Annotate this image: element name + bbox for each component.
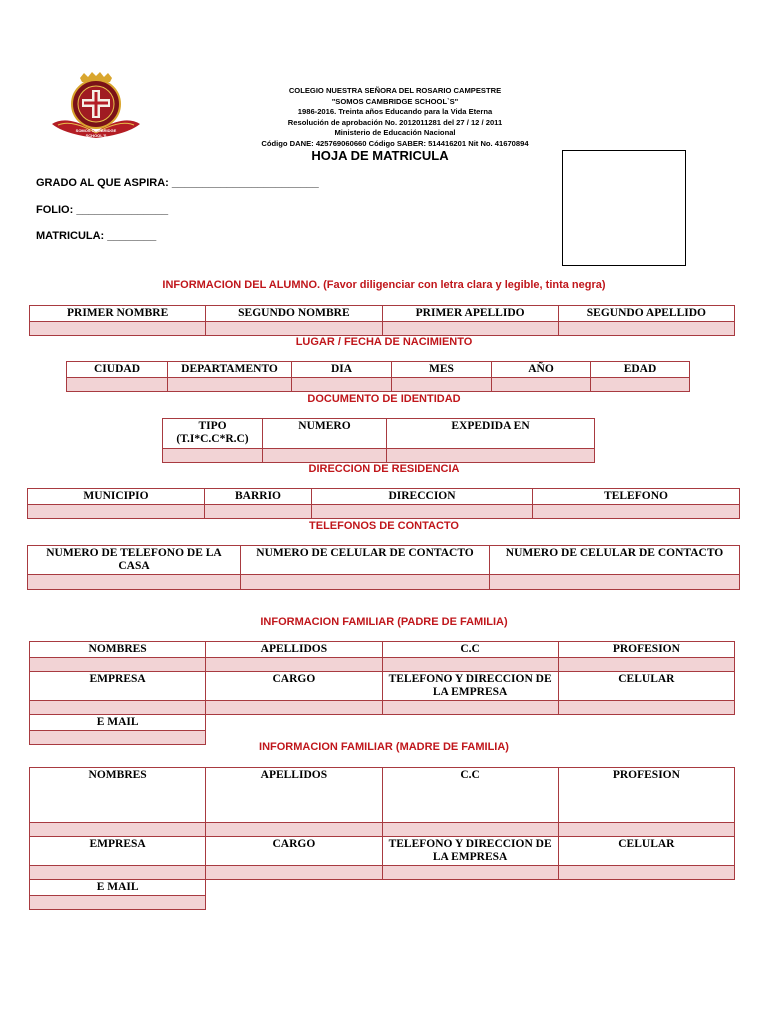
madre-header-apellidos: APELLIDOS [206,768,382,823]
madre-input-apellidos[interactable] [206,823,382,837]
madre-input-empresa[interactable] [30,866,206,880]
padre-header-profesion: PROFESION [558,642,734,658]
folio-field[interactable]: FOLIO: _______________ [36,204,169,216]
photo-box[interactable] [562,150,686,266]
header-tipo: TIPO (T.I*C.C*R.C) [163,419,263,449]
padre-header-empresa: EMPRESA [30,672,206,701]
section-lugar: LUGAR / FECHA DE NACIMIENTO [295,336,473,348]
header-ciudad: CIUDAD [67,362,168,378]
input-telefono[interactable] [533,505,740,519]
madre-table [29,767,735,910]
school-logo [48,70,144,140]
madre-input-nombres[interactable] [30,823,206,837]
header-ano: AÑO [492,362,591,378]
nombres-table [29,305,735,336]
nacimiento-table [66,361,690,392]
input-primer-nombre[interactable] [30,322,206,336]
input-municipio[interactable] [28,505,205,519]
padre-header-apellidos: APELLIDOS [206,642,382,658]
padre-input-tel-dir[interactable] [382,701,558,715]
school-motto: "SOMOS CAMBRIDGE SCHOOL`S" [331,96,459,106]
school-header [200,86,590,149]
madre-header-nombres: NOMBRES [30,768,206,823]
section-telefonos: TELEFONOS DE CONTACTO [309,520,459,532]
madre-input-profesion[interactable] [558,823,734,837]
contacto-table [27,545,740,590]
input-numero[interactable] [263,449,387,463]
madre-input-email[interactable] [30,896,206,910]
residencia-table [27,488,740,519]
padre-input-cc[interactable] [382,658,558,672]
padre-header-celular: CELULAR [558,672,734,701]
grado-field[interactable]: GRADO AL QUE ASPIRA: ________________________ [36,177,319,189]
padre-input-apellidos[interactable] [206,658,382,672]
padre-input-profesion[interactable] [558,658,734,672]
header-celular-contacto-1: NUMERO DE CELULAR DE CONTACTO [241,546,490,575]
matricula-field[interactable]: MATRICULA: ________ [36,230,157,242]
header-barrio: BARRIO [205,489,312,505]
input-direccion[interactable] [312,505,533,519]
header-primer-nombre: PRIMER NOMBRE [30,306,206,322]
input-ano[interactable] [492,378,591,392]
header-telefono: TELEFONO [533,489,740,505]
madre-header-tel-dir: TELEFONO Y DIRECCION DE LA EMPRESA [382,837,558,866]
header-telefono-casa: NUMERO DE TELEFONO DE LA CASA [28,546,241,575]
padre-header-cargo: CARGO [206,672,382,701]
madre-header-profesion: PROFESION [558,768,734,823]
school-codes: Código DANE: 425769060660 Código SABER: 514416201 Nit No. 41670894 [261,138,529,148]
input-segundo-apellido[interactable] [558,322,734,336]
header-departamento: DEPARTAMENTO [168,362,292,378]
madre-header-celular: CELULAR [558,837,734,866]
header-edad: EDAD [591,362,690,378]
input-primer-apellido[interactable] [382,322,558,336]
header-direccion: DIRECCION [312,489,533,505]
padre-header-nombres: NOMBRES [30,642,206,658]
padre-input-empresa[interactable] [30,701,206,715]
school-name: COLEGIO NUESTRA SEÑORA DEL ROSARIO CAMPESTRE [288,86,502,95]
input-segundo-nombre[interactable] [206,322,382,336]
padre-input-nombres[interactable] [30,658,206,672]
section-padre: INFORMACION FAMILIAR (PADRE DE FAMILIA) [260,616,508,628]
section-direccion: DIRECCION DE RESIDENCIA [308,463,460,475]
input-celular-contacto-1[interactable] [241,575,490,590]
padre-header-cc: C.C [382,642,558,658]
input-barrio[interactable] [205,505,312,519]
input-departamento[interactable] [168,378,292,392]
madre-input-cargo[interactable] [206,866,382,880]
madre-header-email: E MAIL [30,880,206,896]
input-ciudad[interactable] [67,378,168,392]
header-segundo-apellido: SEGUNDO APELLIDO [558,306,734,322]
header-primer-apellido: PRIMER APELLIDO [382,306,558,322]
school-ministry: Ministerio de Educación Nacional [334,128,456,137]
padre-table [29,641,735,745]
page-title: HOJA DE MATRICULA [311,148,449,163]
section-documento: DOCUMENTO DE IDENTIDAD [307,393,461,405]
header-numero: NUMERO [263,419,387,449]
input-telefono-casa[interactable] [28,575,241,590]
logo-text: SOMOS CAMBRIDGE SCHOOL'S [75,128,117,138]
school-years: 1986-2016. Treinta años Educando para la Vida Eterna [297,107,493,116]
padre-input-celular[interactable] [558,701,734,715]
padre-input-cargo[interactable] [206,701,382,715]
header-municipio: MUNICIPIO [28,489,205,505]
madre-input-cc[interactable] [382,823,558,837]
school-resolution: Resolución de aprobación No. 2012011281 del 27 / 12 / 2011 [287,117,503,127]
madre-header-cc: C.C [382,768,558,823]
header-dia: DIA [292,362,392,378]
header-segundo-nombre: SEGUNDO NOMBRE [206,306,382,322]
input-dia[interactable] [292,378,392,392]
madre-header-cargo: CARGO [206,837,382,866]
section-alumno: INFORMACION DEL ALUMNO. (Favor diligenciar con letra clara y legible, tinta negra) [162,279,606,291]
header-celular-contacto-2: NUMERO DE CELULAR DE CONTACTO [490,546,740,575]
madre-input-celular[interactable] [558,866,734,880]
input-edad[interactable] [591,378,690,392]
padre-header-tel-dir: TELEFONO Y DIRECCION DE LA EMPRESA [382,672,558,701]
madre-input-tel-dir[interactable] [382,866,558,880]
documento-table [162,418,595,463]
input-expedida[interactable] [387,449,595,463]
madre-header-empresa: EMPRESA [30,837,206,866]
input-celular-contacto-2[interactable] [490,575,740,590]
header-expedida: EXPEDIDA EN [387,419,595,449]
padre-header-email: E MAIL [30,715,206,731]
section-madre: INFORMACION FAMILIAR (MADRE DE FAMILIA) [259,741,509,753]
input-mes[interactable] [392,378,492,392]
header-mes: MES [392,362,492,378]
input-tipo[interactable] [163,449,263,463]
